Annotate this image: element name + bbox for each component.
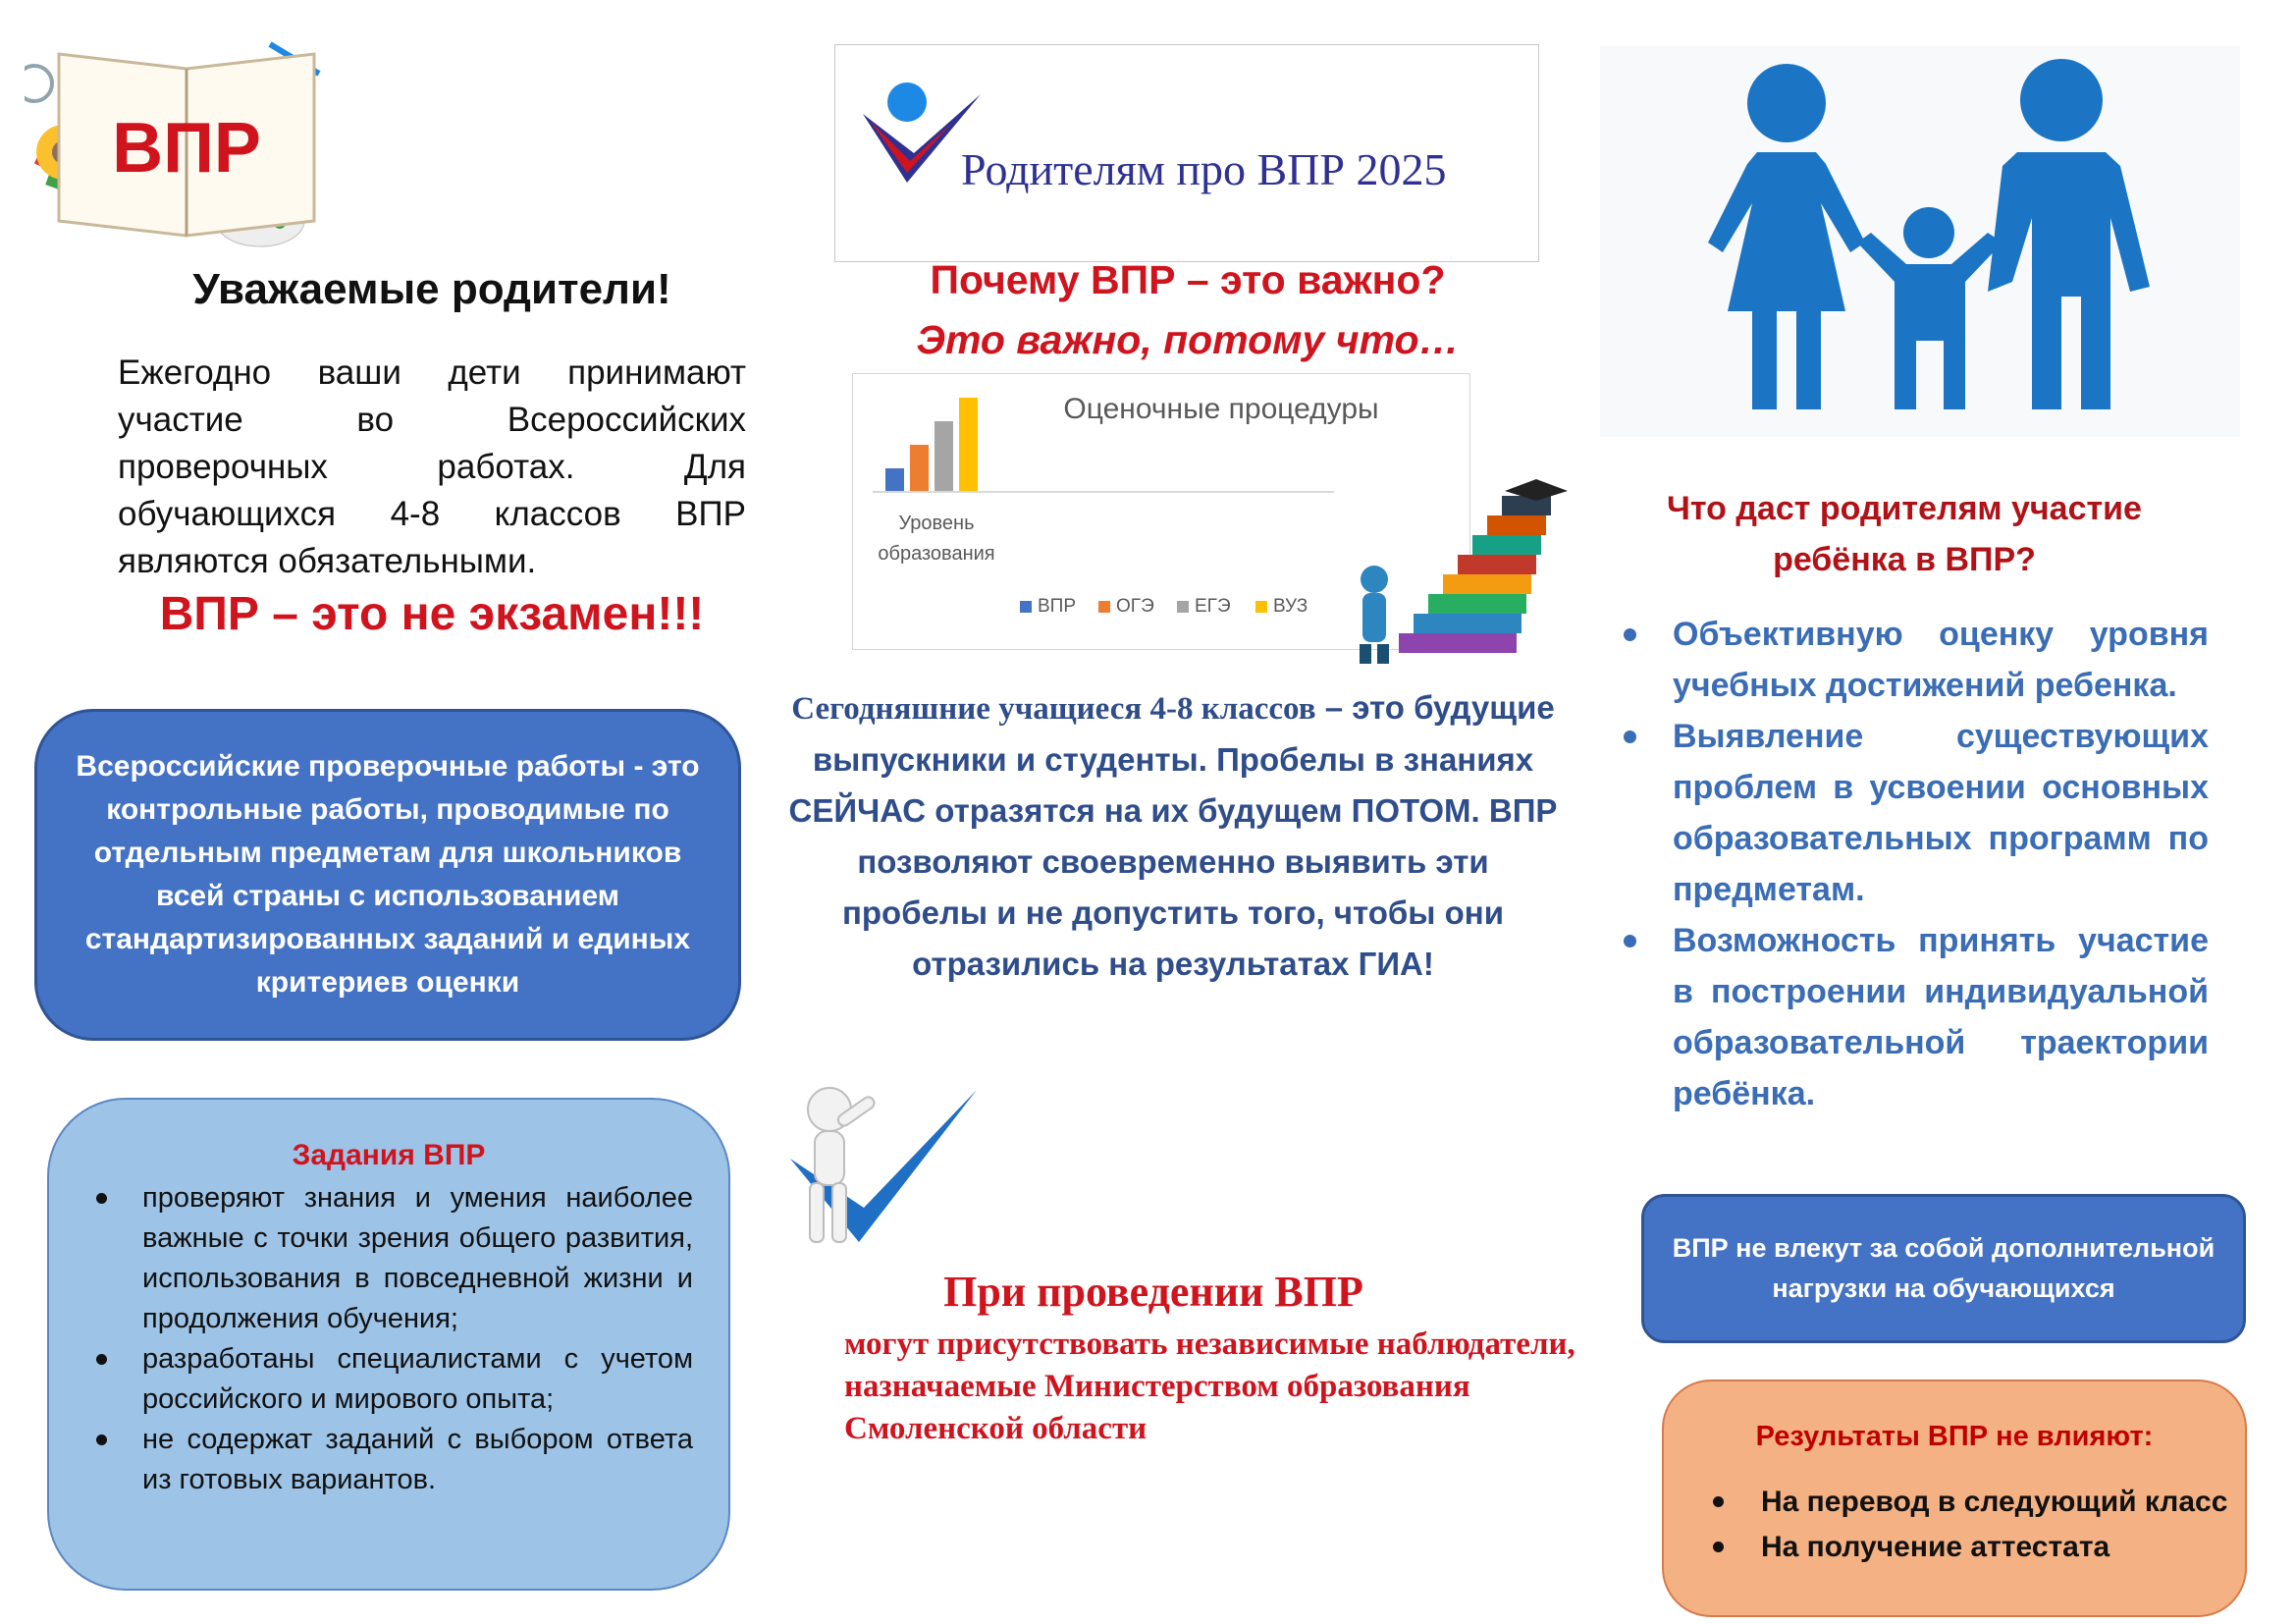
legend-label-ВУЗ: ВУЗ <box>1273 596 1308 617</box>
man-with-checkmark-image <box>771 1070 987 1257</box>
list-item: На перевод в следующий класс <box>1708 1480 2227 1525</box>
today-rest: – это будущие выпускники и студенты. Пробелы в знаниях СЕЙЧАС отразятся на их будущем ПОТОМ. ВПР позволяют своевременно выявить эти пробелы и не допустить того, чтобы они отразились на результатах ГИА! <box>788 689 1558 982</box>
no-extra-load-text: ВПР не влекут за собой дополнительной нагрузки на обучающихся <box>1672 1233 2216 1303</box>
legend-swatch-ВПР <box>1020 601 1032 613</box>
definition-box <box>34 709 741 1041</box>
chart-bar-ЕГЭ <box>934 421 953 492</box>
chart-bar-ВПР <box>885 468 904 492</box>
what-title: Что даст родителям участие ребёнка в ВПР? <box>1667 490 2142 578</box>
list-item: Выявление существующих проблем в усвоении основных образовательных программ по предметам. <box>1620 711 2209 915</box>
vpr-logo-text: ВПР <box>112 109 261 188</box>
header-banner <box>834 44 1539 262</box>
legend-swatch-ВУЗ <box>1255 601 1267 613</box>
definition-text: Всероссийские проверочные работы - это контрольные работы, проводимые по отдельным предметам для школьников всей страны с использованием стандартизированных заданий и единых критериев оценки <box>76 750 700 999</box>
tasks-list <box>88 1178 693 1500</box>
conduct-text: могут присутствовать независимые наблюдатели, назначаемые Министерством образования Смоленской области <box>844 1326 1575 1446</box>
family-icon <box>1600 46 2240 437</box>
today-lead: Сегодняшние учащиеся 4-8 классов <box>791 691 1316 727</box>
intro-paragraph: Ежегодно ваши дети принимают участие во Всероссийских проверочных работах. Для обучающихся 4-8 классов ВПР являются обязательными. <box>118 353 746 580</box>
category-label-line2: образования <box>878 543 995 565</box>
conduct-title: При проведении ВПР <box>943 1268 1363 1316</box>
tasks-title: Задания ВПР <box>292 1139 486 1171</box>
legend-swatch-ОГЭ <box>1098 601 1110 613</box>
vpr-book-logo <box>25 25 348 270</box>
list-item: проверяют знания и умения наиболее важные с точки зрения общего развития, использования в повседневной жизни и продолжения обучения; <box>88 1178 693 1339</box>
results-title: Результаты ВПР не влияют: <box>1755 1421 2154 1452</box>
what-list <box>1620 609 2209 1119</box>
today-paragraph <box>785 682 1561 990</box>
list-item: не содержат заданий с выбором ответа из готовых вариантов. <box>88 1420 693 1500</box>
tasks-box <box>47 1098 730 1591</box>
not-exam-heading: ВПР – это не экзамен!!! <box>159 588 705 640</box>
list-item: На получение аттестата <box>1708 1525 2227 1570</box>
chart-title: Оценочные процедуры <box>1063 393 1379 425</box>
category-label-line1: Уровень <box>898 513 975 534</box>
list-item: Объективную оценку уровня учебных достижений ребенка. <box>1620 609 2209 711</box>
list-item: разработаны специалистами с учетом российского и мирового опыта; <box>88 1339 693 1420</box>
why-subtitle: Это важно, потому что… <box>916 317 1460 362</box>
results-list <box>1708 1480 2227 1570</box>
legend-swatch-ЕГЭ <box>1177 601 1189 613</box>
list-item: Возможность принять участие в построении индивидуальной образовательной траектории ребёнка. <box>1620 915 2209 1119</box>
chart-bar-ВУЗ <box>959 398 978 492</box>
legend-label-ЕГЭ: ЕГЭ <box>1195 596 1231 617</box>
no-extra-load-box <box>1641 1194 2246 1343</box>
header-title: Родителям про ВПР 2025 <box>961 144 1447 194</box>
greeting-heading: Уважаемые родители! <box>192 265 671 313</box>
legend-label-ВПР: ВПР <box>1038 596 1077 617</box>
book-stairs-image <box>1330 461 1575 668</box>
results-box <box>1662 1380 2247 1617</box>
legend-label-ОГЭ: ОГЭ <box>1116 596 1154 617</box>
why-title: Почему ВПР – это важно? <box>930 257 1446 302</box>
chart-bar-ОГЭ <box>910 445 929 492</box>
